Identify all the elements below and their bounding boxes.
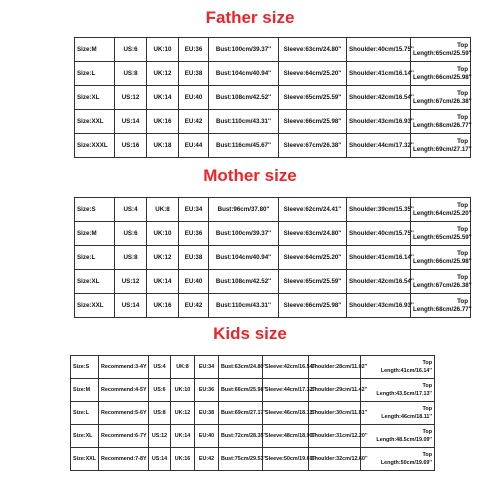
table-cell: Sleeve:66cm/25.98'' xyxy=(279,110,347,134)
top-label: Top xyxy=(457,137,468,145)
table-cell: Shoulder:44cm/17.32'' xyxy=(347,134,411,158)
table-cell: US:6 xyxy=(149,379,171,402)
table-row xyxy=(75,198,471,222)
table-cell: Size:XXL xyxy=(71,448,99,471)
length-value: Length:46cm/18.11'' xyxy=(381,414,432,420)
length-value: Length:48.5cm/19.09'' xyxy=(376,437,432,443)
table-cell: Sleeve:44cm/17.32'' xyxy=(263,379,309,402)
table-cell: Sleeve:64cm/25.20'' xyxy=(279,62,347,86)
table-cell: Bust:66cm/25.98'' xyxy=(219,379,263,402)
top-length-cell xyxy=(411,134,471,158)
table-cell: US:6 xyxy=(115,38,147,62)
top-label: Top xyxy=(457,249,468,257)
table-cell: US:8 xyxy=(115,62,147,86)
table-cell: EU:38 xyxy=(179,62,209,86)
table-cell: Bust:63cm/24.80'' xyxy=(219,356,263,379)
table-cell: Sleeve:48cm/18.90'' xyxy=(263,425,309,448)
top-label: Top xyxy=(422,452,432,458)
length-value: Length:41cm/16.14'' xyxy=(380,368,432,374)
table-cell: Shoulder:32cm/12.60'' xyxy=(309,448,361,471)
top-length-cell xyxy=(361,379,435,402)
table-cell: US:8 xyxy=(115,246,147,270)
table-row xyxy=(75,110,471,134)
table-row xyxy=(71,448,435,471)
table-row xyxy=(71,356,435,379)
table-cell: UK:8 xyxy=(171,356,195,379)
table-cell: Shoulder:43cm/16.93'' xyxy=(347,294,411,318)
table-cell: Shoulder:42cm/16.54'' xyxy=(347,86,411,110)
top-label: Top xyxy=(457,41,468,49)
table-cell: US:14 xyxy=(115,294,147,318)
table-cell: Recommend:3-4Y xyxy=(99,356,149,379)
table-row xyxy=(75,62,471,86)
length-value: Length:43.5cm/17.13'' xyxy=(376,391,432,397)
top-length-cell xyxy=(411,110,471,134)
table-cell: EU:36 xyxy=(179,222,209,246)
table-cell: Recommend:7-8Y xyxy=(99,448,149,471)
table-cell: US:14 xyxy=(115,110,147,134)
table-cell: Bust:116cm/45.67'' xyxy=(209,134,279,158)
table-cell: Recommend:5-6Y xyxy=(99,402,149,425)
table-cell: UK:10 xyxy=(171,379,195,402)
length-value: Length:69cm/27.17'' xyxy=(413,145,472,153)
table-cell: Bust:69cm/27.17'' xyxy=(219,402,263,425)
table-cell: Size:S xyxy=(71,356,99,379)
table-cell: UK:8 xyxy=(147,198,179,222)
top-length-cell xyxy=(361,448,435,471)
table-cell: EU:40 xyxy=(195,425,219,448)
table-cell: US:12 xyxy=(115,86,147,110)
length-value: Length:68cm/26.77'' xyxy=(413,305,472,313)
mother-size-table xyxy=(74,197,471,318)
table-cell: Bust:72cm/28.35'' xyxy=(219,425,263,448)
table-cell: Bust:108cm/42.52'' xyxy=(209,86,279,110)
table-cell: Sleeve:62cm/24.41'' xyxy=(279,198,347,222)
length-value: Length:67cm/26.38'' xyxy=(413,97,472,105)
table-cell: EU:44 xyxy=(179,134,209,158)
table-cell: UK:14 xyxy=(147,270,179,294)
table-cell: US:6 xyxy=(115,222,147,246)
table-cell: UK:12 xyxy=(171,402,195,425)
table-cell: UK:18 xyxy=(147,134,179,158)
table-cell: Shoulder:30cm/11.81'' xyxy=(309,402,361,425)
table-cell: UK:14 xyxy=(147,86,179,110)
table-cell: Bust:108cm/42.52'' xyxy=(209,270,279,294)
table-cell: UK:14 xyxy=(171,425,195,448)
table-cell: Sleeve:66cm/25.98'' xyxy=(279,294,347,318)
table-row xyxy=(75,270,471,294)
length-value: Length:65cm/25.59'' xyxy=(413,49,472,57)
top-length-cell xyxy=(411,62,471,86)
table-cell: Size:S xyxy=(75,198,115,222)
table-row xyxy=(75,86,471,110)
table-cell: Sleeve:42cm/16.54'' xyxy=(263,356,309,379)
length-value: Length:66cm/25.98'' xyxy=(413,257,472,265)
table-cell: Size:L xyxy=(75,62,115,86)
top-label: Top xyxy=(457,225,468,233)
table-cell: Sleeve:50cm/19.69'' xyxy=(263,448,309,471)
length-value: Length:67cm/26.38'' xyxy=(413,281,472,289)
mother-size-title: Mother size xyxy=(203,166,297,185)
table-cell: Recommend:4-5Y xyxy=(99,379,149,402)
table-cell: EU:36 xyxy=(179,38,209,62)
table-cell: EU:34 xyxy=(179,198,209,222)
table-cell: Shoulder:40cm/15.75'' xyxy=(347,38,411,62)
table-cell: Shoulder:29cm/11.42'' xyxy=(309,379,361,402)
table-cell: Sleeve:67cm/26.38'' xyxy=(279,134,347,158)
table-cell: Bust:104cm/40.94'' xyxy=(209,62,279,86)
top-label: Top xyxy=(457,201,468,209)
table-cell: EU:42 xyxy=(179,294,209,318)
table-cell: US:4 xyxy=(115,198,147,222)
table-row xyxy=(75,294,471,318)
table-cell: EU:40 xyxy=(179,86,209,110)
table-cell: Size:XXXL xyxy=(75,134,115,158)
table-cell: US:14 xyxy=(149,448,171,471)
table-cell: Sleeve:63cm/24.80'' xyxy=(279,38,347,62)
kids-size-title: Kids size xyxy=(213,324,287,343)
table-cell: Sleeve:63cm/24.80'' xyxy=(279,222,347,246)
table-cell: Size:M xyxy=(75,38,115,62)
table-cell: Shoulder:31cm/12.20'' xyxy=(309,425,361,448)
table-row xyxy=(75,246,471,270)
top-length-cell xyxy=(411,86,471,110)
length-value: Length:65cm/25.59'' xyxy=(413,233,472,241)
top-length-cell xyxy=(361,425,435,448)
table-cell: EU:42 xyxy=(179,110,209,134)
table-row xyxy=(75,222,471,246)
top-length-cell xyxy=(411,222,471,246)
table-cell: EU:42 xyxy=(195,448,219,471)
length-value: Length:68cm/26.77'' xyxy=(413,121,472,129)
top-label: Top xyxy=(457,297,468,305)
table-row xyxy=(71,402,435,425)
table-cell: Size:XXL xyxy=(75,294,115,318)
top-length-cell xyxy=(411,270,471,294)
table-cell: Shoulder:41cm/16.14'' xyxy=(347,246,411,270)
table-cell: UK:12 xyxy=(147,62,179,86)
table-cell: Sleeve:65cm/25.59'' xyxy=(279,86,347,110)
table-cell: Size:L xyxy=(75,246,115,270)
table-row xyxy=(71,425,435,448)
top-length-cell xyxy=(361,402,435,425)
table-cell: Sleeve:46cm/18.11'' xyxy=(263,402,309,425)
table-cell: Shoulder:40cm/15.75'' xyxy=(347,222,411,246)
table-cell: Shoulder:41cm/16.14'' xyxy=(347,62,411,86)
top-label: Top xyxy=(422,360,432,366)
table-cell: EU:40 xyxy=(179,270,209,294)
table-cell: EU:34 xyxy=(195,356,219,379)
table-cell: Bust:104cm/40.94'' xyxy=(209,246,279,270)
top-length-cell xyxy=(411,294,471,318)
father-size-title: Father size xyxy=(205,8,295,27)
top-label: Top xyxy=(457,65,468,73)
table-row xyxy=(75,38,471,62)
table-cell: Size:XL xyxy=(75,270,115,294)
top-label: Top xyxy=(457,273,468,281)
top-length-cell xyxy=(411,38,471,62)
table-cell: UK:10 xyxy=(147,38,179,62)
table-cell: Size:L xyxy=(71,402,99,425)
table-cell: Shoulder:28cm/11.02'' xyxy=(309,356,361,379)
table-cell: EU:38 xyxy=(179,246,209,270)
table-cell: Shoulder:39cm/15.35'' xyxy=(347,198,411,222)
table-cell: US:16 xyxy=(115,134,147,158)
top-length-cell xyxy=(411,198,471,222)
father-size-table xyxy=(74,37,471,158)
table-cell: Bust:100cm/39.37'' xyxy=(209,222,279,246)
table-cell: Recommend:6-7Y xyxy=(99,425,149,448)
table-cell: Size:M xyxy=(75,222,115,246)
table-cell: EU:36 xyxy=(195,379,219,402)
top-label: Top xyxy=(457,89,468,97)
table-row xyxy=(75,134,471,158)
length-value: Length:64cm/25.20'' xyxy=(413,209,472,217)
table-cell: Bust:110cm/43.31'' xyxy=(209,110,279,134)
table-cell: US:12 xyxy=(115,270,147,294)
length-value: Length:66cm/25.98'' xyxy=(413,73,472,81)
table-cell: UK:16 xyxy=(147,110,179,134)
table-cell: US:12 xyxy=(149,425,171,448)
top-label: Top xyxy=(422,406,432,412)
table-row xyxy=(71,379,435,402)
table-cell: Size:XL xyxy=(71,425,99,448)
table-cell: Bust:75cm/29.53'' xyxy=(219,448,263,471)
table-cell: Size:M xyxy=(71,379,99,402)
top-length-cell xyxy=(411,246,471,270)
top-length-cell xyxy=(361,356,435,379)
kids-size-table xyxy=(70,355,435,471)
table-cell: Sleeve:64cm/25.20'' xyxy=(279,246,347,270)
top-label: Top xyxy=(422,383,432,389)
table-cell: UK:16 xyxy=(147,294,179,318)
table-cell: US:4 xyxy=(149,356,171,379)
table-cell: Bust:100cm/39.37'' xyxy=(209,38,279,62)
top-label: Top xyxy=(457,113,468,121)
table-cell: Shoulder:43cm/16.93'' xyxy=(347,110,411,134)
table-cell: US:8 xyxy=(149,402,171,425)
top-label: Top xyxy=(422,429,432,435)
length-value: Length:50cm/19.69'' xyxy=(380,460,432,466)
table-cell: UK:16 xyxy=(171,448,195,471)
table-cell: UK:12 xyxy=(147,246,179,270)
table-cell: Shoulder:42cm/16.54'' xyxy=(347,270,411,294)
table-cell: Sleeve:65cm/25.59'' xyxy=(279,270,347,294)
table-cell: UK:10 xyxy=(147,222,179,246)
table-cell: Bust:96cm/37.80'' xyxy=(209,198,279,222)
table-cell: Size:XXL xyxy=(75,110,115,134)
table-cell: EU:38 xyxy=(195,402,219,425)
table-cell: Bust:110cm/43.31'' xyxy=(209,294,279,318)
table-cell: Size:XL xyxy=(75,86,115,110)
